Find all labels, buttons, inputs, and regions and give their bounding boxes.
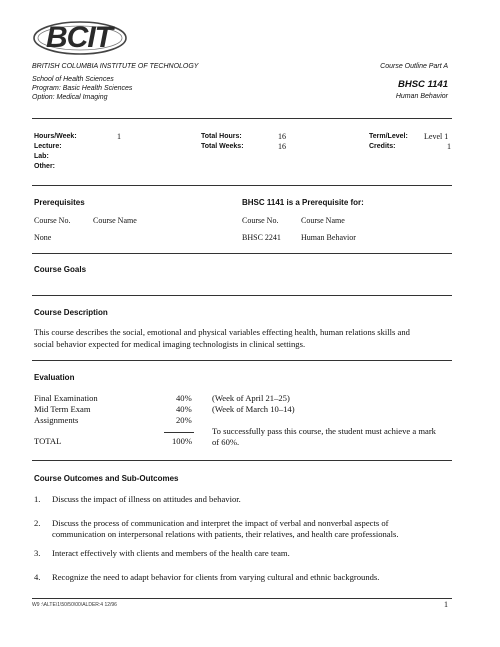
eval-item: Assignments <box>34 415 79 425</box>
course-description-heading: Course Description <box>34 308 108 317</box>
total-hours-value: 16 <box>278 132 286 141</box>
program-name: Program: Basic Health Sciences <box>32 85 133 92</box>
eval-note: (Week of April 21–25) <box>212 393 290 403</box>
outcome-text-continued: communication on interpersonal relations with patients, their relatives, and health care professionals. <box>52 529 399 539</box>
eval-note: (Week of March 10–14) <box>212 404 295 414</box>
outcome-number: 2. <box>34 518 41 528</box>
term-value: Level 1 <box>424 132 449 141</box>
pass-note-line-1: To successfully pass this course, the student must achieve a mark <box>212 426 436 436</box>
institute-name: BRITISH COLUMBIA INSTITUTE OF TECHNOLOGY <box>32 63 199 70</box>
total-underline <box>164 432 194 433</box>
divider <box>32 360 452 361</box>
prereq-col-course-name: Course Name <box>93 216 137 225</box>
option-name: Option: Medical Imaging <box>32 94 108 101</box>
prerequisites-heading: Prerequisites <box>34 198 85 207</box>
prereq-col-course-no: Course No. <box>34 216 71 225</box>
bcit-logo <box>32 18 128 58</box>
outcome-text: Discuss the impact of illness on attitudes and behavior. <box>52 494 241 504</box>
divider <box>32 185 452 186</box>
lecture-label: Lecture: <box>34 143 62 150</box>
outcome-number: 1. <box>34 494 41 504</box>
is-prereq-heading: BHSC 1141 is a Prerequisite for: <box>242 198 364 207</box>
logo-text: BCIT <box>46 21 112 54</box>
prereq-for-col-course-no: Course No. <box>242 216 279 225</box>
description-line-2: social behavior expected for medical imaging technologists in clinical settings. <box>34 339 306 349</box>
description-line-1: This course describes the social, emotional and physical variables effecting health, human relations skills and <box>34 327 410 337</box>
prereq-value: None <box>34 233 52 242</box>
outcome-number: 3. <box>34 548 41 558</box>
outcome-text: Recognize the need to adapt behavior for clients from varying cultural and ethnic backgrounds. <box>52 572 380 582</box>
course-title: Human Behavior <box>395 93 448 100</box>
hours-week-value: 1 <box>117 132 121 141</box>
total-weeks-label: Total Weeks: <box>201 143 244 150</box>
prereq-for-course-name: Human Behavior <box>301 233 356 242</box>
eval-total-pct: 100% <box>172 436 193 446</box>
eval-item: Final Examination <box>34 393 98 403</box>
course-code: BHSC 1141 <box>398 79 448 90</box>
divider <box>32 253 452 254</box>
outcome-number: 4. <box>34 572 41 582</box>
other-label: Other: <box>34 163 55 170</box>
eval-pct: 40% <box>176 404 192 414</box>
divider <box>32 460 452 461</box>
evaluation-heading: Evaluation <box>34 373 75 382</box>
eval-total-label: TOTAL <box>34 436 62 446</box>
total-hours-label: Total Hours: <box>201 133 242 140</box>
outcome-text: Interact effectively with clients and members of the health care team. <box>52 548 290 558</box>
footer-path: W9 :\ALTE\1\50/50\00\ALDER:4 12/96 <box>32 602 117 608</box>
page-number: 1 <box>444 600 448 609</box>
eval-pct: 20% <box>176 415 192 425</box>
hours-week-label: Hours/Week: <box>34 133 77 140</box>
outcome-text: Discuss the process of communication and interpret the impact of verbal and nonverbal aspects of <box>52 518 389 528</box>
school-name: School of Health Sciences <box>32 76 114 83</box>
eval-pct: 40% <box>176 393 192 403</box>
divider <box>32 118 452 119</box>
footer-divider <box>32 598 452 599</box>
divider <box>32 295 452 296</box>
credits-label: Credits: <box>369 143 396 150</box>
course-goals-heading: Course Goals <box>34 265 87 274</box>
outline-label: Course Outline Part A <box>380 63 448 70</box>
outcomes-heading: Course Outcomes and Sub-Outcomes <box>34 474 179 483</box>
total-weeks-value: 16 <box>278 142 286 151</box>
lab-label: Lab: <box>34 153 49 160</box>
pass-note-line-2: of 60%. <box>212 437 240 447</box>
credits-value: 1 <box>447 142 451 151</box>
term-label: Term/Level: <box>369 133 408 140</box>
eval-item: Mid Term Exam <box>34 404 91 414</box>
prereq-for-course-no: BHSC 2241 <box>242 233 281 242</box>
prereq-for-col-course-name: Course Name <box>301 216 345 225</box>
